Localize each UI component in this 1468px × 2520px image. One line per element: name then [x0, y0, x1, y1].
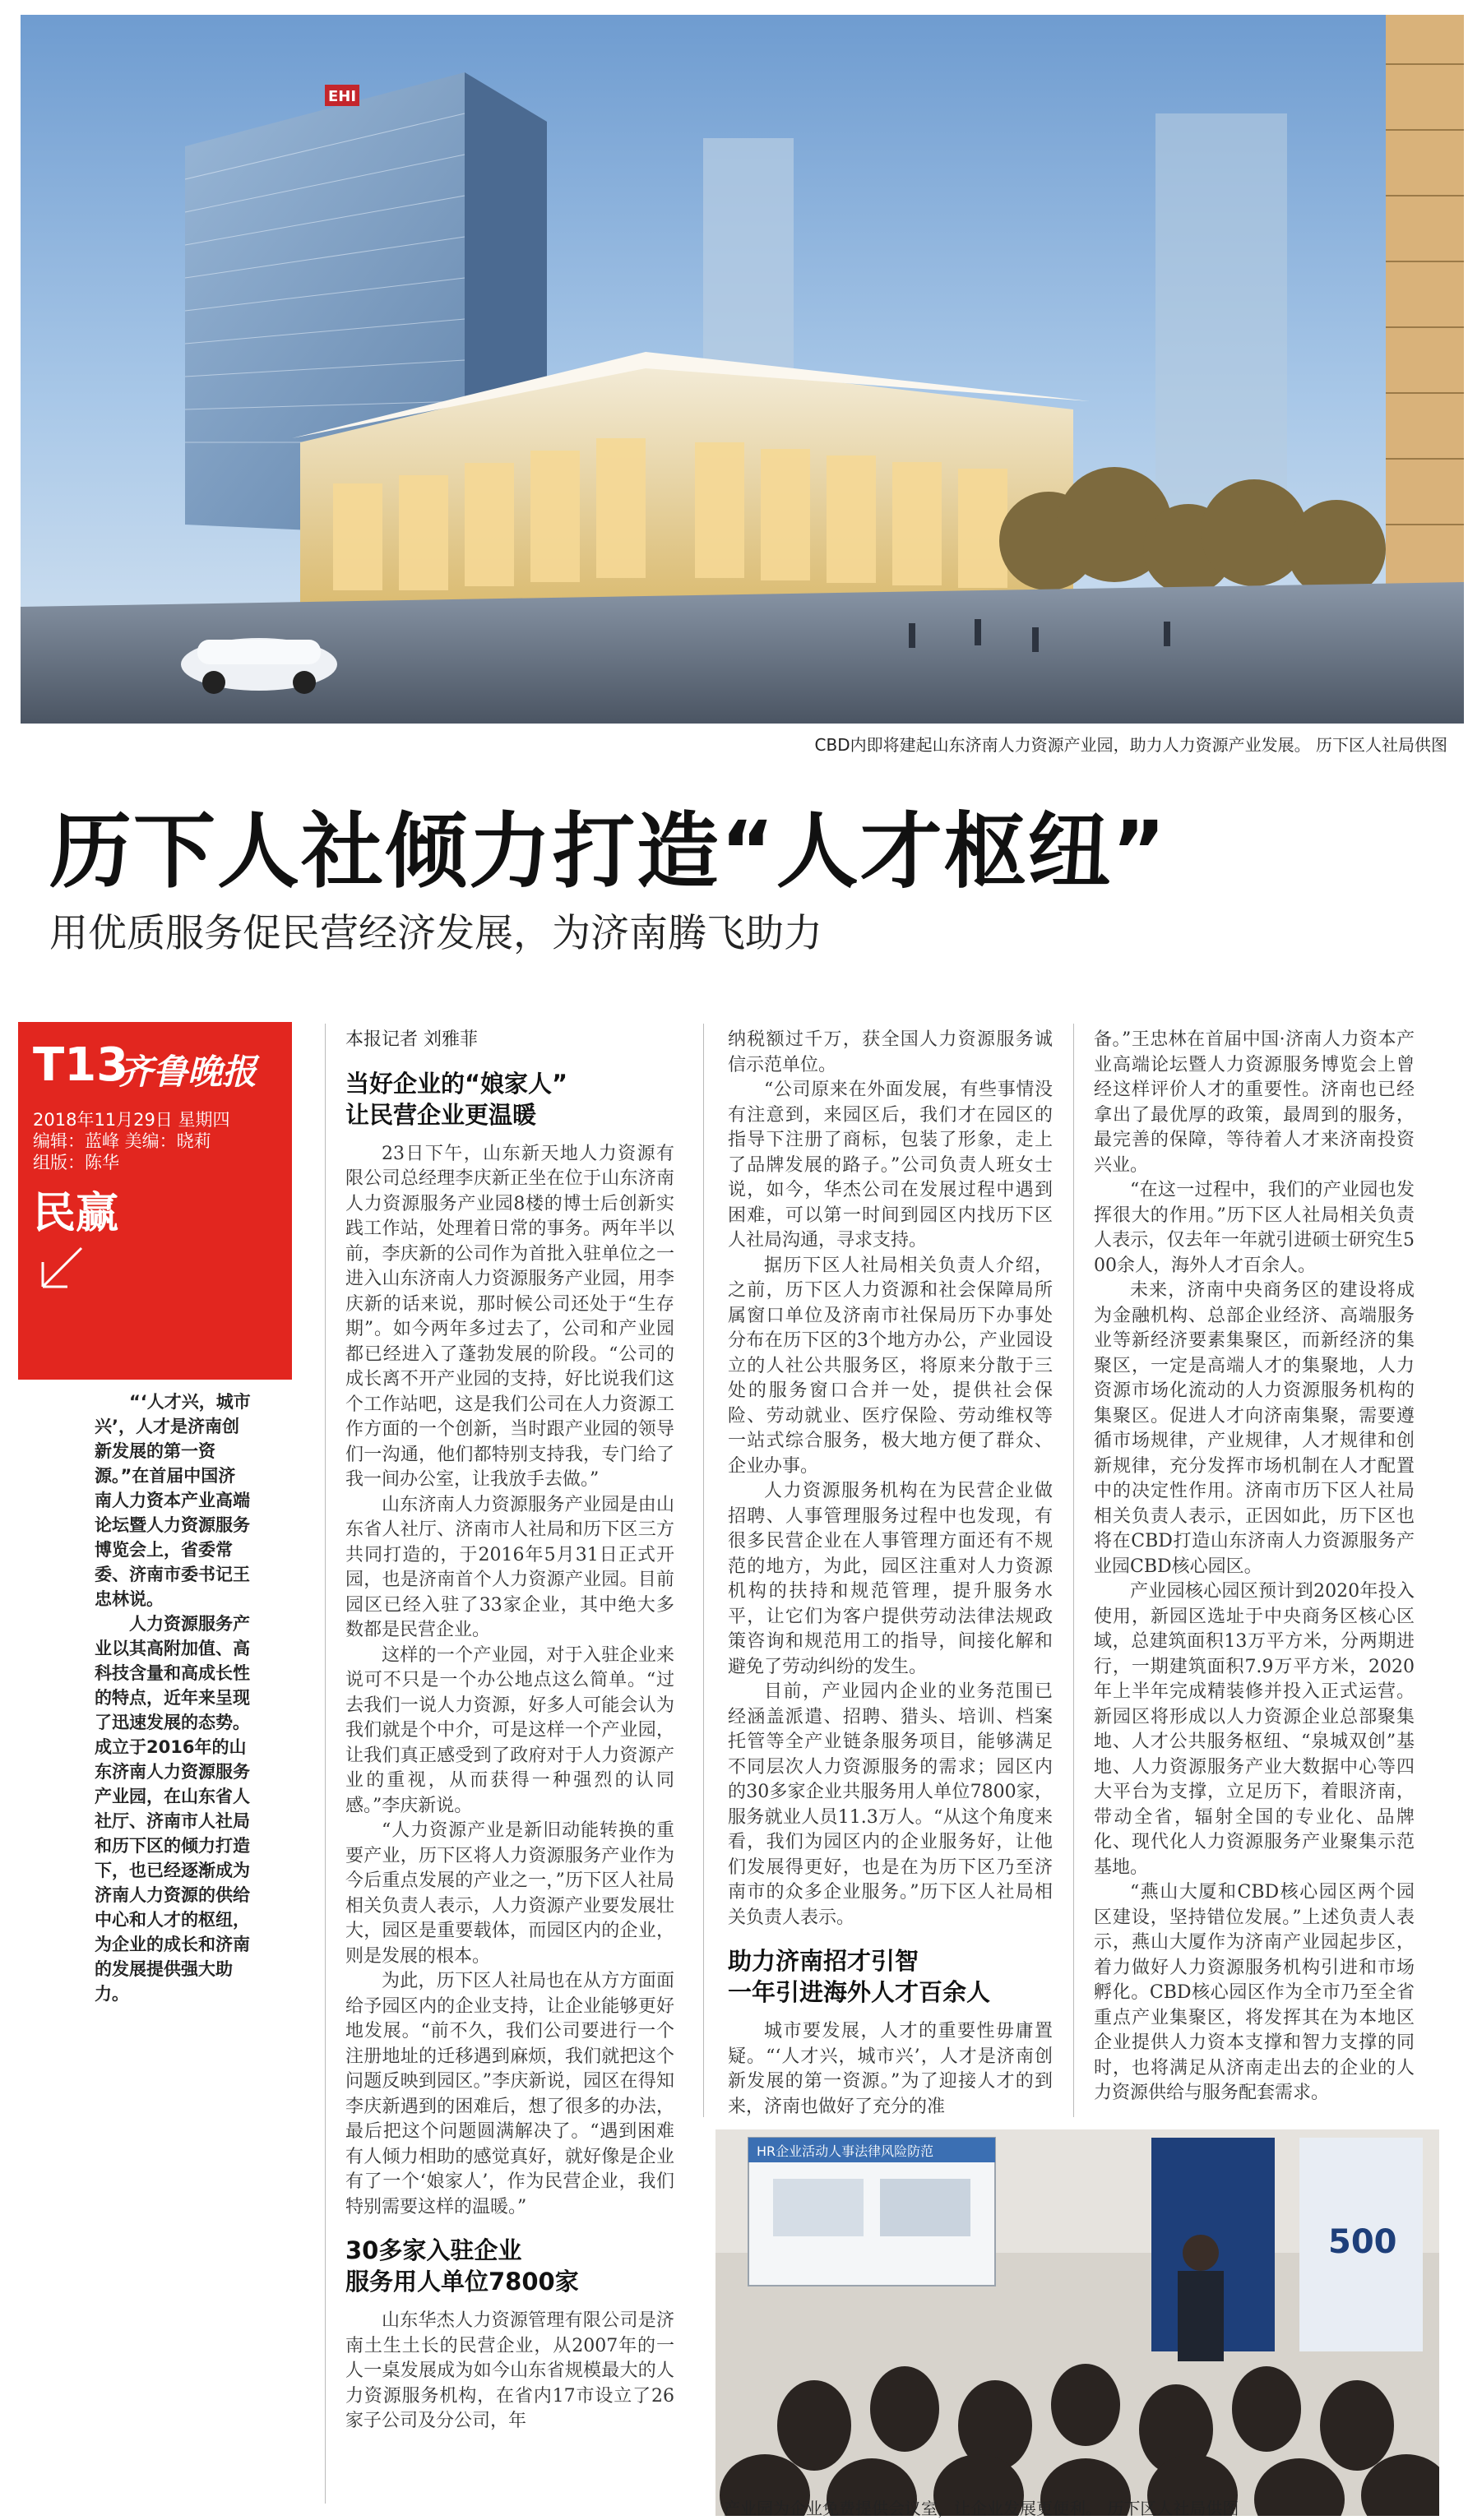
- column-divider: [325, 1024, 326, 2504]
- issue-date: 2018年11月29日 星期四: [33, 1110, 230, 1130]
- body-paragraph: “燕山大厦和CBD核心园区两个园区建设，坚持错位发展。”上述负责人表示，燕山大厦作为济南产业园起步区，着力做好人力资源服务机构引进和市场孵化。CBD核心园区作为全市乃至全省重点产业集聚区，将发挥其在为本地区企业提供人力资本支撑和智力支撑的同时，也将满足从济南走出去的企业的人力资源供给与服务配套需求。: [1094, 1882, 1415, 2103]
- body-paragraph: “在这一过程中，我们的产业园也发挥很大的作用。”历下区人社局相关负责人表示，仅去年一年就引进硕士研究生500余人，海外人才百余人。: [1094, 1180, 1415, 1276]
- editors: 编辑：蓝峰 美编：晓莉: [33, 1131, 211, 1151]
- body-paragraph: “公司原来在外面发展，有些事情没有注意到，来园区后，我们才在园区的指导下注册了商标，包装了形象，走上了品牌发展的路子。”公司负责人班女士说，如今，华杰公司在发展过程中遇到困难，可以第一时间到园区内找历下区人社局沟通，寻求支持。: [728, 1080, 1053, 1251]
- article-column-1: [345, 1028, 674, 2434]
- article-column-3: [1094, 1028, 1415, 2106]
- article-subheading: 30多家入驻企业 服务用人单位7800家: [345, 2236, 579, 2296]
- column-divider: [703, 1024, 704, 2117]
- byline: 本报记者 刘雅菲: [345, 1029, 478, 1050]
- hero-photo: [21, 15, 1464, 724]
- lead-paragraph: “‘人才兴，城市兴’，人才是济南创新发展的第一资源。”在首届中国济南人力资本产业高端论坛暨人力资源服务博览会上，省委常委、济南市委书记王忠林说。: [95, 1392, 251, 1609]
- body-paragraph: 城市要发展，人才的重要性毋庸置疑。“‘人才兴，城市兴’，人才是济南创新发展的第一资源。”为了迎接人才的到来，济南也做好了充分的准: [728, 2021, 1053, 2117]
- body-paragraph: “人力资源产业是新旧动能转换的重要产业，历下区将人力资源服务产业作为今后重点发展的产业之一，”历下区人社局相关负责人表示，人力资源产业要发展壮大，园区是重要载体，而园区内的企业，则是发展的根本。: [345, 1820, 674, 1967]
- body-paragraph: 人力资源服务机构在为民营企业做招聘、人事管理服务过程中也发现，有很多民营企业在人事管理方面还有不规范的地方，为此，园区注重对人力资源机构的扶持和规范管理，提升服务水平，让它们为客户提供劳动法律法规政策咨询和规范用工的指导，间接化解和避免了劳动纠纷的发生。: [728, 1481, 1053, 1677]
- body-paragraph: 备。”王忠林在首届中国·济南人力资本产业高端论坛暨人力资源服务博览会上曾经这样评价人才的重要性。济南也已经拿出了最优厚的政策，最周到的服务，最完善的保障，等待着人才来济南投资兴业。: [1094, 1029, 1415, 1176]
- body-paragraph: 山东华杰人力资源管理有限公司是济南土生土长的民营企业，从2007年的一人一桌发展成为如今山东省规模最大的人力资源服务机构，在省内17市设立了26家子公司及分公司，年: [345, 2310, 674, 2431]
- article-column-2: [728, 1028, 1053, 2120]
- body-paragraph: 23日下午，山东新天地人力资源有限公司总经理李庆新正坐在位于山东济南人力资源服务产业园8楼的博士后创新实践工作站，处理着日常的事务。两年半以前，李庆新的公司作为首批入驻单位之一进入山东济南人力资源服务产业园，用李庆新的话来说，那时候公司还处于“生存期”。如今两年多过去了，公司和产业园都已经进入了蓬勃发展的阶段。“公司的成长离不开产业园的支持，好比说我们这个工作站吧，这是我们公司在人力资源工作方面的一个创新，当时跟产业园的领导们一沟通，他们都特别支持我，专门给了我一间办公室，让我放手去做。”: [345, 1143, 674, 1490]
- body-paragraph: 据历下区人社局相关负责人介绍，之前，历下区人力资源和社会保障局所属窗口单位及济南市社保局历下办事处分布在历下区的3个地方办公，产业园设立的人社公共服务区，将原来分散于三处的服务窗口合并一处，提供社会保险、劳动就业、医疗保险、劳动维权等一站式综合服务，极大地方便了群众、企业办事。: [728, 1255, 1053, 1477]
- page-code: T13: [33, 1038, 129, 1092]
- section-masthead: [18, 1022, 292, 1380]
- building-sign: EHI: [328, 88, 357, 105]
- lead-summary: [95, 1389, 251, 2006]
- body-paragraph: 纳税额过千万，获全国人力资源服务诚信示范单位。: [728, 1029, 1053, 1075]
- screen-text: HR企业活动人事法律风险防范: [757, 2143, 934, 2159]
- layout-editor: 组版：陈华: [33, 1153, 119, 1172]
- lead-paragraph: 人力资源服务产业以其高附加值、高科技含量和高成长性的特点，近年来呈现了迅速发展的态势。成立于2016年的山东济南人力资源服务产业园，在山东省人社厅、济南市人社局和历下区的倾力打造下，也已经逐渐成为济南人力资源的供给中心和人才的枢纽，为企业的成长和济南的发展提供强大助力。: [95, 1614, 250, 2004]
- column-divider: [1073, 1024, 1074, 2117]
- body-paragraph: 山东济南人力资源服务产业园是由山东省人社厅、济南市人社局和历下区三方共同打造的，于2016年5月31日正式开园，也是济南首个人力资源产业园。目前园区已经入驻了33家企业，其中绝大多数都是民营企业。: [345, 1494, 674, 1640]
- section-name: 民赢: [33, 1189, 119, 1238]
- paper-name: 齐鲁晚报: [118, 1052, 257, 1092]
- body-paragraph: 这样的一个产业园，对于入驻企业来说可不只是一个办公地点这么简单。“过去我们一说人力资源，好多人可能会认为我们就是个中介，可是这样一个产业园，让我们真正感受到了政府对于人力资源产业的重视，从而获得一种强烈的认同感。”李庆新说。: [345, 1644, 674, 1816]
- seminar-image: [715, 2129, 1439, 2516]
- subheadline: 用优质服务促民营经济发展，为济南腾飞助力: [49, 911, 822, 956]
- body-paragraph: 产业园核心园区预计到2020年投入使用，新园区选址于中央商务区核心区域，总建筑面积13万平方米，分两期进行，一期建筑面积7.9万平方米，2020年上半年完成精装修并投入正式运营。新园区将形成以人力资源企业总部聚集地、人才公共服务枢纽、“泉城双创”基地、人力资源服务产业大数据中心等四大平台为支撑，立足历下，着眼济南，带动全省，辐射全国的专业化、品牌化、现代化人力资源服务产业聚集示范基地。: [1094, 1581, 1415, 1878]
- body-paragraph: 目前，产业园内企业的业务范围已经涵盖派遣、招聘、猎头、培训、档案托管等全产业链条服务项目，能够满足不同层次人力资源服务的需求；园区内的30多家企业共服务用人单位7800家，服务就业人员11.3万人。“从这个角度来看，我们为园区内的企业服务好，让他们发展得更好，也是在为历下区乃至济南市的众多企业服务。”历下区人社局相关负责人表示。: [728, 1681, 1053, 1928]
- headline: 历下人社倾力打造“人才枢纽”: [49, 803, 1168, 899]
- photo-caption: 产业园为企业免费提供会议室，让企业发展更便利。 历下区人社局供图: [724, 2499, 1239, 2518]
- body-paragraph: 未来，济南中央商务区的建设将成为金融机构、总部企业经济、高端服务业等新经济要素集聚区，而新经济的集聚区，一定是高端人才的集聚地，人力资源市场化流动的人力资源服务机构的集聚区。促进人才向济南集聚，需要遵循市场规律，产业规律，人才规律和创新规律，充分发挥市场机制在人才配置中的决定性作用。济南市历下区人社局相关负责人表示，正因如此，历下区也将在CBD打造山东济南人力资源服务产业园CBD核心园区。: [1094, 1280, 1415, 1577]
- building-rendering-image: [21, 15, 1464, 724]
- body-paragraph: 为此，历下区人社局也在从方方面面给予园区内的企业支持，让企业能够更好地发展。“前不久，我们公司要进行一个注册地址的迁移遇到麻烦，我们就把这个问题反映到园区。”李庆新说，园区在得知李庆新遇到的困难后，想了很多的办法，最后把这个问题圆满解决了。“遇到困难有人倾力相助的感觉真好，就好像是企业有了一个‘娘家人’，作为民营企业，我们特别需要这样的温暖。”: [345, 1971, 674, 2217]
- article-subheading: 助力济南招才引智 一年引进海外人才百余人: [728, 1947, 991, 2006]
- article-subheading: 当好企业的“娘家人” 让民营企业更温暖: [345, 1069, 568, 1129]
- arrow-down-left-icon: [36, 1244, 86, 1293]
- hero-caption: CBD内即将建起山东济南人力资源产业园，助力人力资源产业发展。 历下区人社局供图: [814, 735, 1447, 755]
- banner-text: 500: [1328, 2223, 1397, 2261]
- meeting-photo: [715, 2129, 1439, 2516]
